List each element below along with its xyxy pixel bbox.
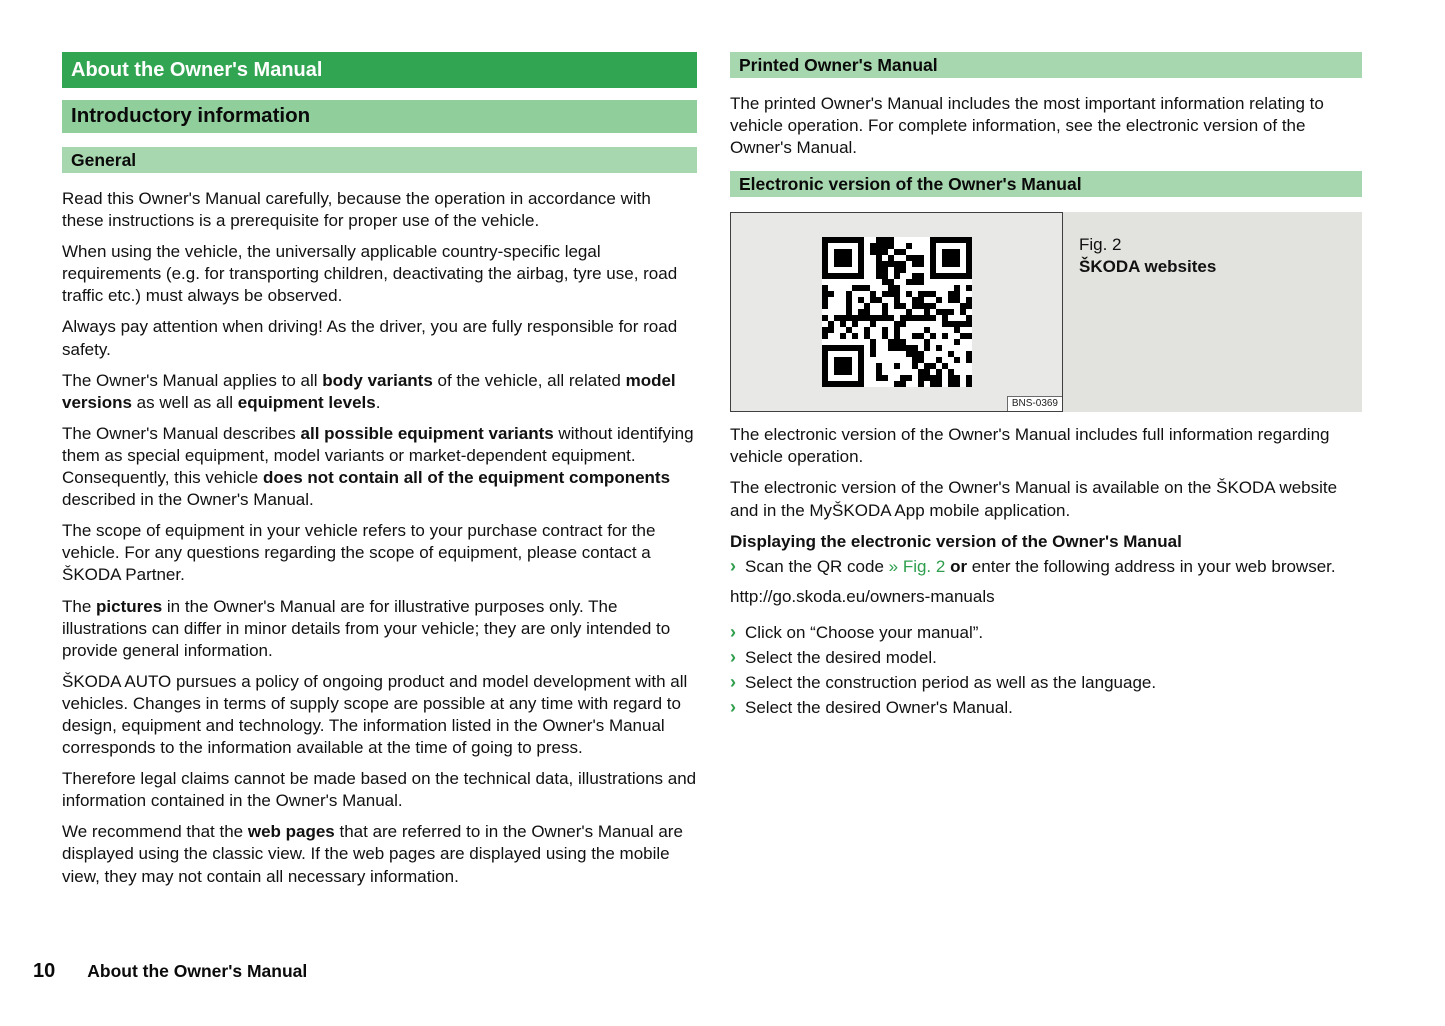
- bullet-arrow-icon: ›: [730, 621, 736, 642]
- text-segment: .: [375, 392, 381, 412]
- list-item: [730, 697, 1362, 719]
- section-header-introductory-information: [62, 100, 697, 133]
- paragraph: [62, 423, 697, 511]
- text-segment: We recommend that the: [62, 822, 248, 842]
- list-item: [730, 556, 1362, 578]
- left-column: [62, 52, 697, 897]
- bullet-text: [745, 622, 1362, 644]
- figure-reference-link[interactable]: » Fig. 2: [888, 556, 946, 576]
- text-segment: Read this Owner's Manual carefully, because the operation in accordance with these instructions is a prerequisite for proper use of the vehicle.: [62, 189, 651, 231]
- subsection-title: General: [71, 149, 137, 170]
- text-segment: Select the desired model.: [745, 648, 937, 668]
- electronic-paragraphs: [730, 424, 1362, 521]
- text-segment: When using the vehicle, the universally applicable country-specific legal requirements (e.g. for transporting children, deactivating the airbag, tyre use, road traffic etc.) must always be observed.: [62, 242, 678, 306]
- text-segment: Scan the QR code: [745, 556, 889, 576]
- paragraph: [730, 424, 1362, 468]
- left-paragraphs: [62, 188, 697, 888]
- text-segment: of the vehicle, all related: [432, 370, 626, 390]
- text-segment: The electronic version of the Owner's Manual is available on the ŠKODA website and in the MyŠKODA App mobile application.: [730, 478, 1338, 520]
- list-item: [730, 622, 1362, 644]
- paragraph: [62, 768, 697, 812]
- text-segment: The scope of equipment in your vehicle refers to your purchase contract for the vehicle. For any questions regarding the scope of equipment, please contact a ŠKODA Partner.: [62, 521, 656, 585]
- subsection-header-printed-manual: [730, 52, 1362, 78]
- manual-url: http://go.skoda.eu/owners-manuals: [730, 586, 995, 606]
- bullet-text: [745, 672, 1362, 694]
- text-segment: equipment levels: [237, 392, 376, 412]
- printed-manual-header-label: Printed Owner's Manual: [739, 54, 938, 75]
- right-column: [730, 52, 1362, 722]
- electronic-manual-header-label: Electronic version of the Owner's Manual: [739, 173, 1082, 194]
- image-code-label: BNS-0369: [1007, 396, 1062, 411]
- list-item: [730, 647, 1362, 669]
- text-segment: in the Owner's Manual are for illustrative purposes only. The illustrations can differ in minor details from your vehicle; they are only intended to provide general information.: [62, 596, 671, 660]
- text-segment: Always pay attention when driving! As the driver, you are fully responsible for road safety.: [62, 317, 678, 359]
- bullet-arrow-icon: ›: [730, 555, 736, 576]
- text-segment: ŠKODA AUTO pursues a policy of ongoing product and model development with all vehicles. Changes in terms of supply scope are possible at any time with regard to design, equipment and technology. The information listed in the Owner's Manual corresponds to the information available at the time of going to press.: [62, 671, 688, 758]
- qr-image-frame: [730, 212, 1063, 412]
- text-segment: Click on “Choose your manual”.: [745, 622, 984, 642]
- paragraph: [62, 370, 697, 414]
- subsection-header-general: [62, 147, 697, 173]
- subsection-header-electronic-manual: [730, 171, 1362, 197]
- page-number: 10: [33, 960, 56, 982]
- paragraph: [62, 316, 697, 360]
- text-segment: described in the Owner's Manual.: [62, 490, 314, 510]
- steps-list-top: [730, 556, 1362, 578]
- text-segment: The Owner's Manual applies to all: [62, 370, 323, 390]
- text-segment: web pages: [247, 822, 335, 842]
- text-segment: that are referred to in the Owner's Manual are displayed using the classic view. If the web pages are displayed using the mobile view, they may not contain all necessary information.: [62, 822, 683, 886]
- text-segment: model versions: [62, 370, 676, 412]
- paragraph: [62, 671, 697, 759]
- page-footer: [33, 958, 307, 984]
- text-segment: The: [62, 596, 97, 616]
- text-segment: The electronic version of the Owner's Manual includes full information regarding vehicle operation.: [730, 425, 1330, 467]
- text-segment: Select the desired Owner's Manual.: [745, 698, 1013, 718]
- bullet-arrow-icon: ›: [730, 697, 736, 718]
- figure-2: [730, 212, 1362, 412]
- text-segment: Therefore legal claims cannot be made based on the technical data, illustrations and information contained in the Owner's Manual.: [62, 769, 697, 811]
- bullet-text: [745, 697, 1362, 719]
- paragraph: [62, 520, 697, 586]
- text-segment: or: [950, 556, 968, 576]
- text-segment: enter the following address in your web browser.: [967, 556, 1336, 576]
- bullet-arrow-icon: ›: [730, 647, 736, 668]
- chapter-header: [62, 52, 697, 88]
- paragraph: [730, 477, 1362, 521]
- text-segment: The Owner's Manual describes: [62, 423, 301, 443]
- text-segment: The printed Owner's Manual includes the most important information relating to vehicle operation. For complete information, see the electronic version of the Owner's Manual.: [730, 94, 1324, 158]
- figure-caption-title: ŠKODA websites: [1079, 257, 1217, 277]
- figure-caption: [1063, 212, 1362, 412]
- paragraph: [62, 596, 697, 662]
- paragraph: [730, 93, 1362, 159]
- displaying-heading: Displaying the electronic version of the Owner's Manual: [730, 531, 1182, 551]
- steps-list: [730, 622, 1362, 719]
- section-title: Introductory information: [71, 104, 311, 128]
- bullet-arrow-icon: ›: [730, 672, 736, 693]
- printed-paragraphs: [730, 93, 1362, 159]
- list-item: [730, 672, 1362, 694]
- bullet-text: [745, 556, 1362, 578]
- text-segment: as well as all: [131, 392, 238, 412]
- text-segment: all possible equipment variants: [300, 423, 554, 443]
- chapter-title: About the Owner's Manual: [71, 59, 323, 81]
- figure-caption-number: Fig. 2: [1079, 235, 1122, 255]
- text-segment: Select the construction period as well as the language.: [745, 673, 1157, 693]
- text-segment: without identifying them as special equipment, model variants or market-dependent equipment. Consequently, this vehicle: [62, 423, 694, 488]
- paragraph: [62, 821, 697, 887]
- paragraph: [62, 241, 697, 307]
- paragraph: [62, 188, 697, 232]
- text-segment: pictures: [96, 596, 163, 616]
- text-segment: does not contain all of the equipment components: [262, 468, 671, 488]
- qr-code: [822, 237, 972, 387]
- bullet-text: [745, 647, 1362, 669]
- text-segment: body variants: [322, 370, 433, 390]
- footer-title: About the Owner's Manual: [87, 961, 308, 981]
